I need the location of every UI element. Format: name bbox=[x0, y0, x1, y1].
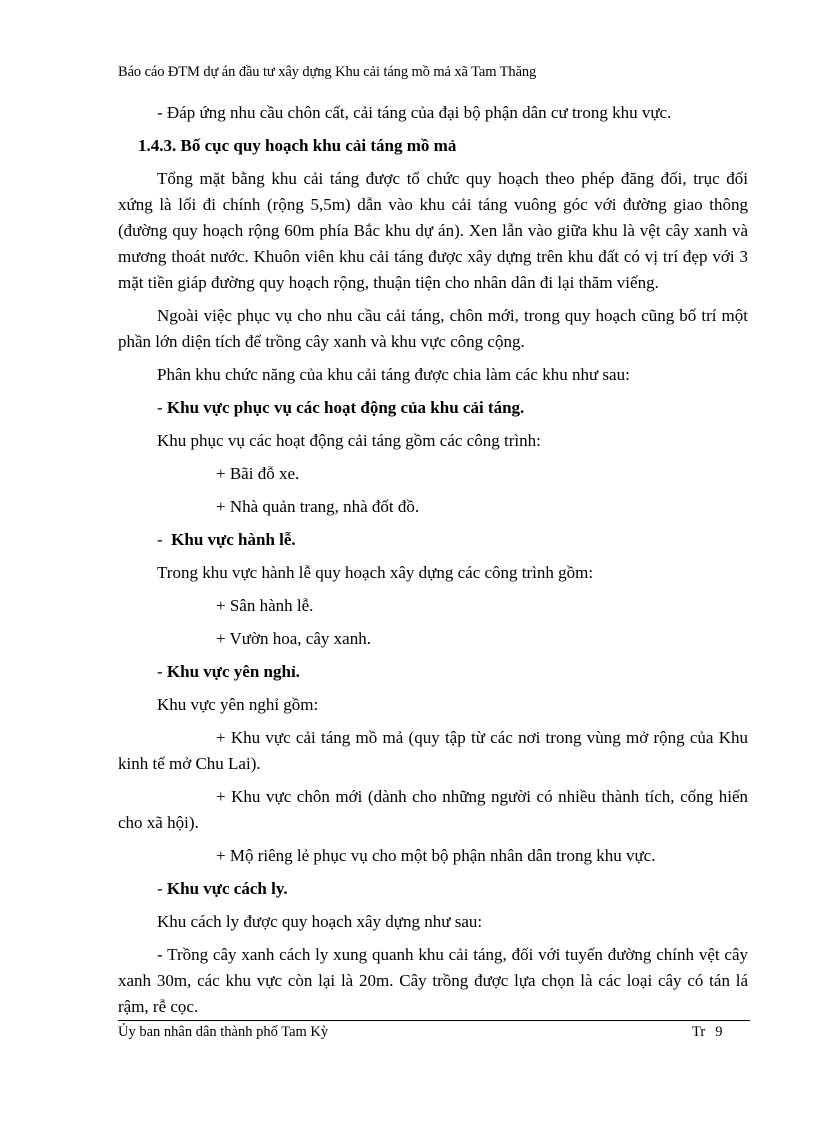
paragraph-layout: Tổng mặt bằng khu cải táng được tổ chức quy hoạch theo phép đăng đối, trục đối xứng là lối đi chính (rộng 5,5m) dẫn vào khu cải táng vuông góc với đường giao thông (đường quy hoạch rộng 60m phía Bắc khu dự án). Xen lẫn vào giữa khu là vệt cây xanh và mương thoát nước. Khuôn viên khu cải táng được xây dựng trên khu đất có vị trí đẹp với 3 mặt tiền giáp đường quy hoạch rộng, thuận tiện cho nhân dân đi lại thăm viếng. bbox=[118, 169, 748, 292]
footer-organization: Ủy ban nhân dân thành phố Tam Kỳ bbox=[118, 1024, 329, 1040]
page-number-value: 9 bbox=[715, 1024, 723, 1040]
zone-ceremony-heading bbox=[118, 527, 748, 553]
zone-rest-intro: Khu vực yên nghỉ gồm: bbox=[157, 695, 319, 714]
zone-title: Khu vực yên nghỉ. bbox=[166, 662, 300, 681]
document-body bbox=[118, 100, 748, 1020]
footer-divider bbox=[118, 1020, 750, 1021]
zone-isolation-detail: - Trồng cây xanh cách ly xung quanh khu cải táng, đối với tuyến đường chính vệt cây xanh 30m, các khu vực còn lại là 20m. Cây trồng được lựa chọn là các loại cây có tán lá rậm, rễ cọc. bbox=[118, 945, 748, 1016]
zone-isolation-heading bbox=[118, 876, 748, 902]
zone-dash: - bbox=[157, 879, 167, 898]
paragraph-zoning: Phân khu chức năng của khu cải táng được chia làm các khu như sau: bbox=[157, 365, 630, 384]
paragraph-green-space: Ngoài việc phục vụ cho nhu cầu cải táng, chôn mới, trong quy hoạch cũng bố trí một phần lớn diện tích để trồng cây xanh và khu vực công cộng. bbox=[118, 306, 748, 351]
zone-isolation-intro: Khu cách ly được quy hoạch xây dựng như sau: bbox=[157, 912, 483, 931]
list-item: + Mộ riêng lẻ phục vụ cho một bộ phận nhân dân trong khu vực. bbox=[216, 846, 656, 865]
zone-dash: - bbox=[157, 530, 172, 549]
list-item: + Sân hành lễ. bbox=[216, 596, 314, 615]
zone-ceremony-intro: Trong khu vực hành lễ quy hoạch xây dựng các công trình gồm: bbox=[157, 563, 594, 582]
zone-service-intro: Khu phục vụ các hoạt động cải táng gồm các công trình: bbox=[157, 431, 541, 450]
zone-title: Khu vực cách ly. bbox=[166, 879, 288, 898]
zone-rest-heading bbox=[118, 659, 748, 685]
zone-title: Khu vực hành lễ. bbox=[171, 530, 296, 549]
intro-bullet: - Đáp ứng nhu cầu chôn cất, cải táng của đại bộ phận dân cư trong khu vực. bbox=[157, 103, 672, 122]
zone-title: Khu vực phục vụ các hoạt động của khu cải táng. bbox=[166, 398, 525, 417]
section-heading: 1.4.3. Bố cục quy hoạch khu cải táng mồ mả bbox=[138, 136, 457, 155]
zone-dash: - bbox=[157, 662, 167, 681]
page-header: Báo cáo ĐTM dự án đầu tư xây dựng Khu cải táng mồ mả xã Tam Thăng bbox=[118, 64, 537, 80]
zone-service-heading bbox=[118, 395, 748, 421]
list-item: + Bãi đỗ xe. bbox=[216, 464, 300, 483]
page-label: Tr bbox=[692, 1024, 706, 1040]
list-item: + Vườn hoa, cây xanh. bbox=[216, 629, 371, 648]
list-item: + Khu vực chôn mới (dành cho những người có nhiều thành tích, cống hiến cho xã hội). bbox=[118, 787, 748, 832]
list-item: + Khu vực cải táng mồ mả (quy tập từ các nơi trong vùng mở rộng của Khu kinh tế mở Chu Lai). bbox=[118, 728, 748, 773]
list-item: + Nhà quản trang, nhà đốt đồ. bbox=[216, 497, 420, 516]
zone-dash: - bbox=[157, 398, 167, 417]
page-number bbox=[692, 1024, 732, 1041]
